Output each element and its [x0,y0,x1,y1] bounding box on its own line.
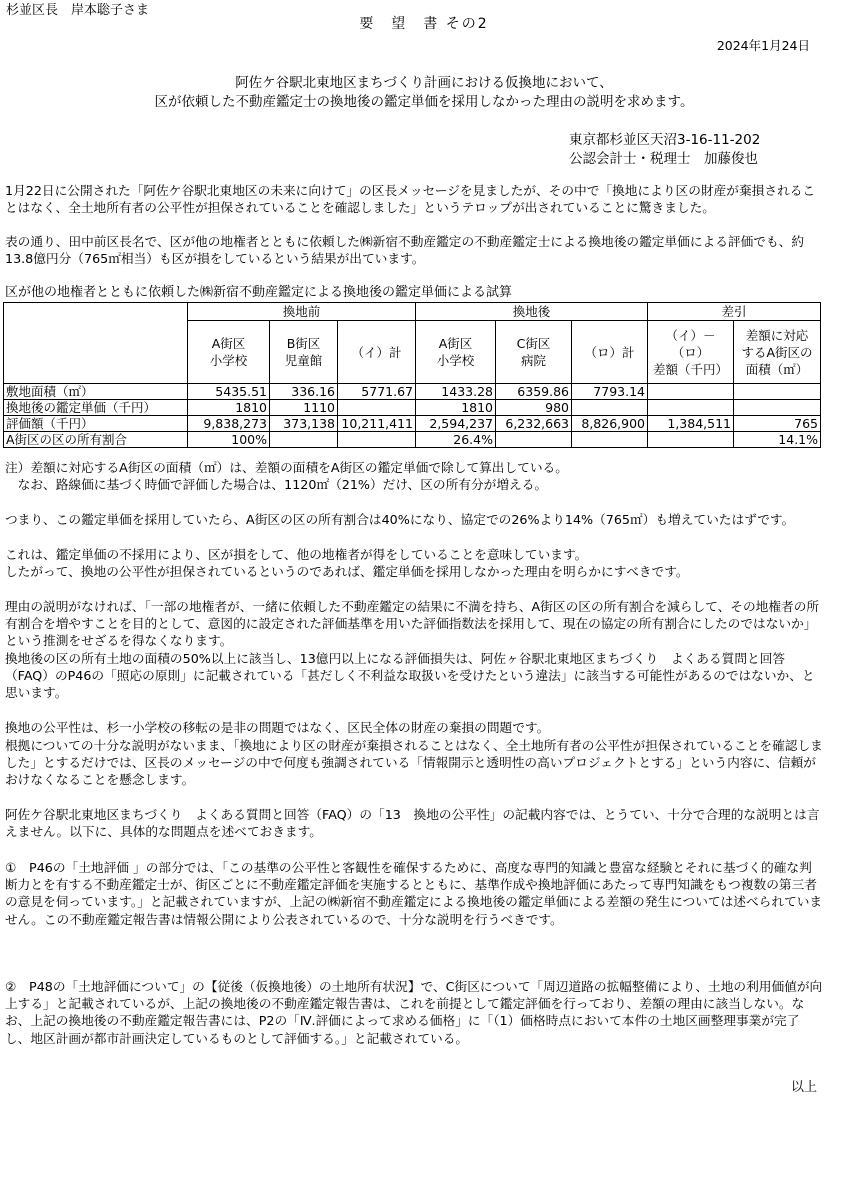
paragraph: 根拠についての十分な説明がないまま、「換地により区の財産が棄損されることはなく、全土地所有者の公平性が担保されていることを確認しました」とするだけでは、区長のメッセージの中で何度も強調されている「情報開示と透明性の高いプロジェクトとする」という内容に、信頼がおけなくなることを懸念します。 [5,738,823,788]
sender-block [569,131,760,169]
table-cell: 7793.14 [572,384,648,400]
col-header-b-kids: B街区 児童館 [270,321,338,384]
table-cell: 5771.67 [338,384,416,400]
table-cell: 14.1% [734,432,821,448]
table-cell [270,432,338,448]
table-cell: 2,594,237 [416,416,496,432]
group-header-after: 換地後 [416,303,648,321]
col-header-diff-amount: （イ）－（ロ） 差額（千円） [648,321,734,384]
row-label: 換地後の鑑定単価（千円） [4,400,188,416]
table-cell [648,400,734,416]
table-cell [648,432,734,448]
table-note: 注）差額に対応するA街区の面積（㎡）は、差額の面積をA街区の鑑定単価で除して算出している。 [5,460,568,475]
paragraph: つまり、この鑑定単価を採用していたら、A街区の区の所有割合は40%になり、協定での26%より14%（765㎡）も増えていたはずです。 [5,512,795,527]
sender-address: 東京都杉並区天沼3-16-11-202 [569,132,761,148]
table-cell: 9,838,273 [188,416,270,432]
table-notes [5,459,823,493]
table-cell: 765 [734,416,821,432]
table-cell: 1810 [188,400,270,416]
col-header-c-hospital: C街区 病院 [496,321,572,384]
valuation-table [3,302,821,448]
paragraph: 理由の説明がなければ、「一部の地権者が、一緒に依頼した不動産鑑定の結果に不満を持ち、A街区の区の所有割合を減らして、その地権者の所有割合を増やすことを目的として、意図的に設定された評価基準を用いた評価指数法を採用して、現在の協定の所有割合にしたのではないか」という推測をせざるを得なくなります。 [5,599,820,649]
table-row [4,432,821,448]
paragraph: 1月22日に公開された「阿佐ケ谷駅北東地区の未来に向けて」の区長メッセージを見ましたが、その中で「換地により区の財産が棄損されることはなく、全土地所有者の公平性が担保されていることを確認しました」というテロップが出されていることに驚きました。 [5,183,816,216]
table-row [4,416,821,432]
table-cell: 336.16 [270,384,338,400]
table-cell: 26.4% [416,432,496,448]
paragraph: 表の通り、田中前区長名で、区が他の地権者とともに依頼した㈱新宿不動産鑑定の不動産鑑定士による換地後の鑑定単価による評価でも、約13.8億円分（765㎡相当）も区が損をしているという結果が出ています。 [5,234,805,267]
table-cell: 10,211,411 [338,416,416,432]
row-label: 敷地面積（㎡） [4,384,188,400]
table-cell [648,384,734,400]
table-cell: 1110 [270,400,338,416]
row-label: A街区の区の所有割合 [4,432,188,448]
closing-mark: 以上 [790,1080,817,1095]
paragraph: これは、鑑定単価の不採用により、区が損をして、他の地権者が得をしていることを意味しています。 [5,547,588,562]
table-corner-cell [4,303,188,384]
group-header-diff: 差引 [648,303,821,321]
table-cell: 5435.51 [188,384,270,400]
paragraph: 換地後の区の所有土地の面積の50%以上に該当し、13億円以上になる評価損失は、阿佐ヶ谷駅北東地区まちづくり よくある質問と回答（FAQ）のP46の「照応の原則」に記載されている「甚だしく不利益な取扱いを受けたという違法」に該当する可能性があるのではないか、と思います。 [5,651,815,701]
col-header-diff-area: 差額に対応 するA街区の 面積（㎡） [734,321,821,384]
subject [0,74,848,112]
table-cell: 8,826,900 [572,416,648,432]
table-cell: 373,138 [270,416,338,432]
table-group-header-row [4,303,821,321]
subject-line-2: 区が依頼した不動産鑑定士の換地後の鑑定単価を採用しなかった理由の説明を求めます。 [154,94,694,110]
paragraph: 阿佐ケ谷駅北東地区まちづくり よくある質問と回答（FAQ）の「13 換地の公平性」の記載内容では、とうてい、十分で合理的な説明とは言えません。以下に、具体的な問題点を述べておきます。 [5,807,820,840]
col-header-sum-ro: （ロ）計 [572,321,648,384]
table-cell [338,432,416,448]
col-header-a-school-after: A街区 小学校 [416,321,496,384]
addressee: 杉並区長 岸本聡子さま [6,3,150,18]
table-cell: 100% [188,432,270,448]
table-cell [572,400,648,416]
col-header-a-school: A街区 小学校 [188,321,270,384]
group-header-before: 換地前 [188,303,416,321]
table-cell: 6,232,663 [496,416,572,432]
table-cell [338,400,416,416]
document-date: 2024年1月24日 [716,38,810,53]
table-note: なお、路線価に基づく時価で評価した場合は、1120㎡（21%）だけ、区の所有分が増える。 [5,477,548,492]
table-cell [572,432,648,448]
table-cell [734,384,821,400]
document-title: 要 望 書 その2 [359,16,489,32]
table-cell [734,400,821,416]
table-row [4,384,821,400]
paragraph: ② P48の「土地評価について」の【従後（仮換地後）の土地所有状況】で、C街区について「周辺道路の拡幅整備により、土地の利用価値が向上する」と記載されているが、上記の換地後の不動産鑑定報告書は、これを前提として鑑定評価を行っており、差額の理由に該当しない。なお、上記の換地後の不動産鑑定報告書には、P2の「Ⅳ.評価によって求める価格」に「（1）価格時点において本件の土地区画整理事業が完了し、地区計画が都市計画決定しているものとして評価する。」と記載されている。 [5,979,823,1046]
paragraph: ① P46の「土地評価 」の部分では、「この基準の公平性と客観性を確保するために、高度な専門的知識と豊富な経験とそれに基づく的確な判断力とを有する不動産鑑定士が、街区ごとに不動産鑑定評価を実施するとともに、基準作成や換地評価にあたって専門知識をもつ複数の第三者の意見を伺っています。」と記載されていますが、上記の㈱新宿不動産鑑定による換地後の鑑定単価による差額の発生については述べられていません。この不動産鑑定報告書は情報公開により公表されているので、十分な説明を行うべきです。 [5,860,823,927]
table-cell: 1810 [416,400,496,416]
table-caption: 区が他の地権者とともに依頼した㈱新宿不動産鑑定による換地後の鑑定単価による試算 [5,285,513,300]
table-cell: 6359.86 [496,384,572,400]
subject-line-1: 阿佐ケ谷駅北東地区まちづくり計画における仮換地において、 [235,75,613,91]
col-header-sum-i: （イ）計 [338,321,416,384]
table-cell [496,432,572,448]
table-cell: 1433.28 [416,384,496,400]
table-cell: 1,384,511 [648,416,734,432]
row-label: 評価額（千円） [4,416,188,432]
table-cell: 980 [496,400,572,416]
paragraph: したがって、換地の公平性が担保されているというのであれば、鑑定単価を採用しなかった理由を明らかにすべきです。 [5,564,689,579]
sender-name: 公認会計士・税理士 加藤俊也 [569,151,758,167]
table-row [4,400,821,416]
paragraph: 換地の公平性は、杉一小学校の移転の是非の問題ではなく、区民全体の財産の棄損の問題です。 [5,720,550,735]
